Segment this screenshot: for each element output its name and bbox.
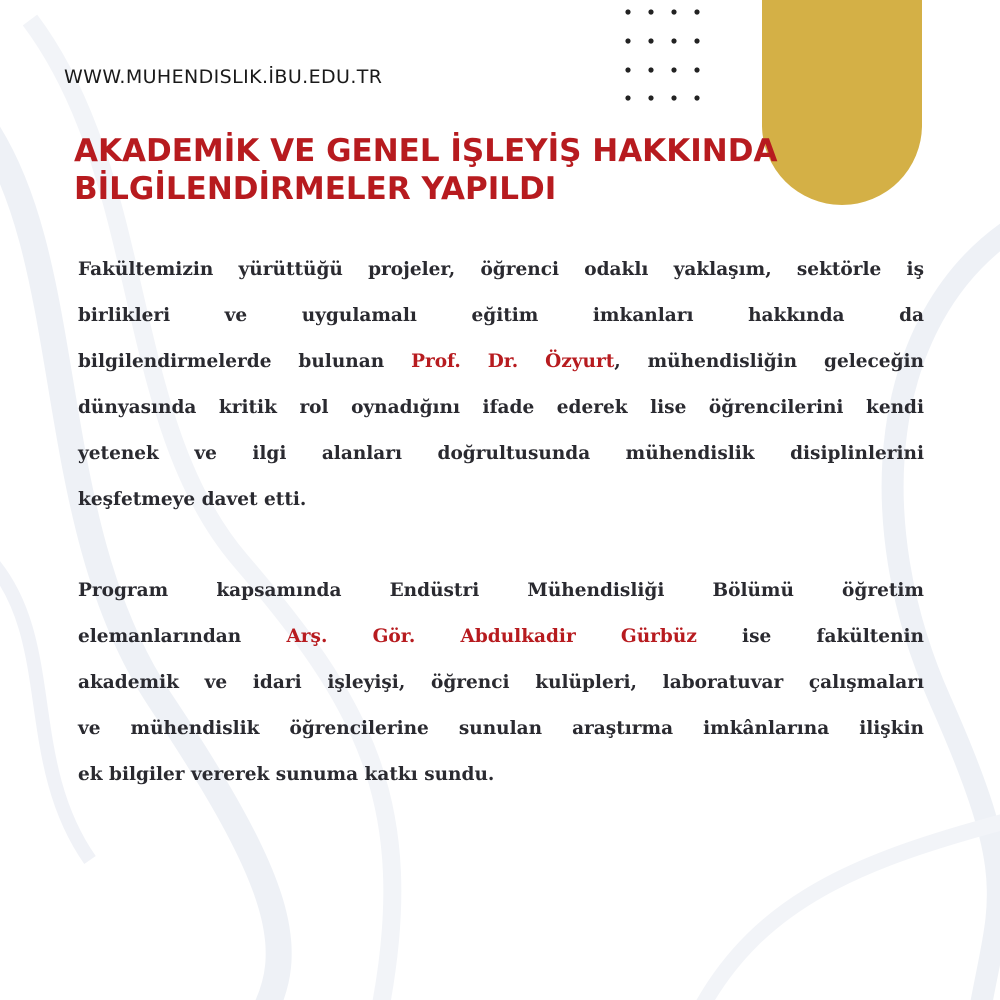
- text-line: akademik ve idari işleyişi, öğrenci kulüpleri, laboratuvar çalışmaları: [78, 672, 924, 693]
- text-line: [78, 339, 924, 385]
- text-segment: elemanlarından: [78, 626, 287, 647]
- text-line: dünyasında kritik rol oynadığını ifade ederek lise öğrencilerini kendi: [78, 397, 924, 418]
- headline: [74, 132, 874, 208]
- text-segment: , mühendisliğin geleceğin: [614, 351, 924, 372]
- body-paragraph-1: [78, 247, 924, 523]
- text-line: Fakültemizin yürüttüğü projeler, öğrenci odaklı yaklaşım, sektörle iş: [78, 259, 924, 280]
- headline-line: BİLGİLENDİRMELER YAPILDI: [74, 171, 557, 207]
- text-line: birlikleri ve uygulamalı eğitim imkanları hakkında da: [78, 305, 924, 326]
- text-segment: bilgilendirmelerde bulunan: [78, 351, 412, 372]
- text-segment: ise fakültenin: [696, 626, 924, 647]
- text-line: Program kapsamında Endüstri Mühendisliği Bölümü öğretim: [78, 580, 924, 601]
- person-name-ozyurt: Prof. Dr. Özyurt: [411, 351, 615, 372]
- text-line: keşfetmeye davet etti.: [78, 489, 307, 510]
- text-line: ek bilgiler vererek sunuma katkı sundu.: [78, 764, 495, 785]
- text-line: [78, 614, 924, 660]
- text-line: yetenek ve ilgi alanları doğrultusunda mühendislik disiplinlerini: [78, 443, 924, 464]
- decorative-dot-grid: [620, 4, 716, 104]
- text-line: ve mühendislik öğrencilerine sunulan araştırma imkânlarına ilişkin: [78, 718, 924, 739]
- website-url: WWW.MUHENDISLIK.İBU.EDU.TR: [64, 66, 383, 88]
- person-name-gurbuz: Arş. Gör. Abdulkadir Gürbüz: [286, 626, 697, 647]
- body-paragraph-2: [78, 568, 924, 798]
- headline-line: AKADEMİK VE GENEL İŞLEYİŞ HAKKINDA: [74, 133, 778, 169]
